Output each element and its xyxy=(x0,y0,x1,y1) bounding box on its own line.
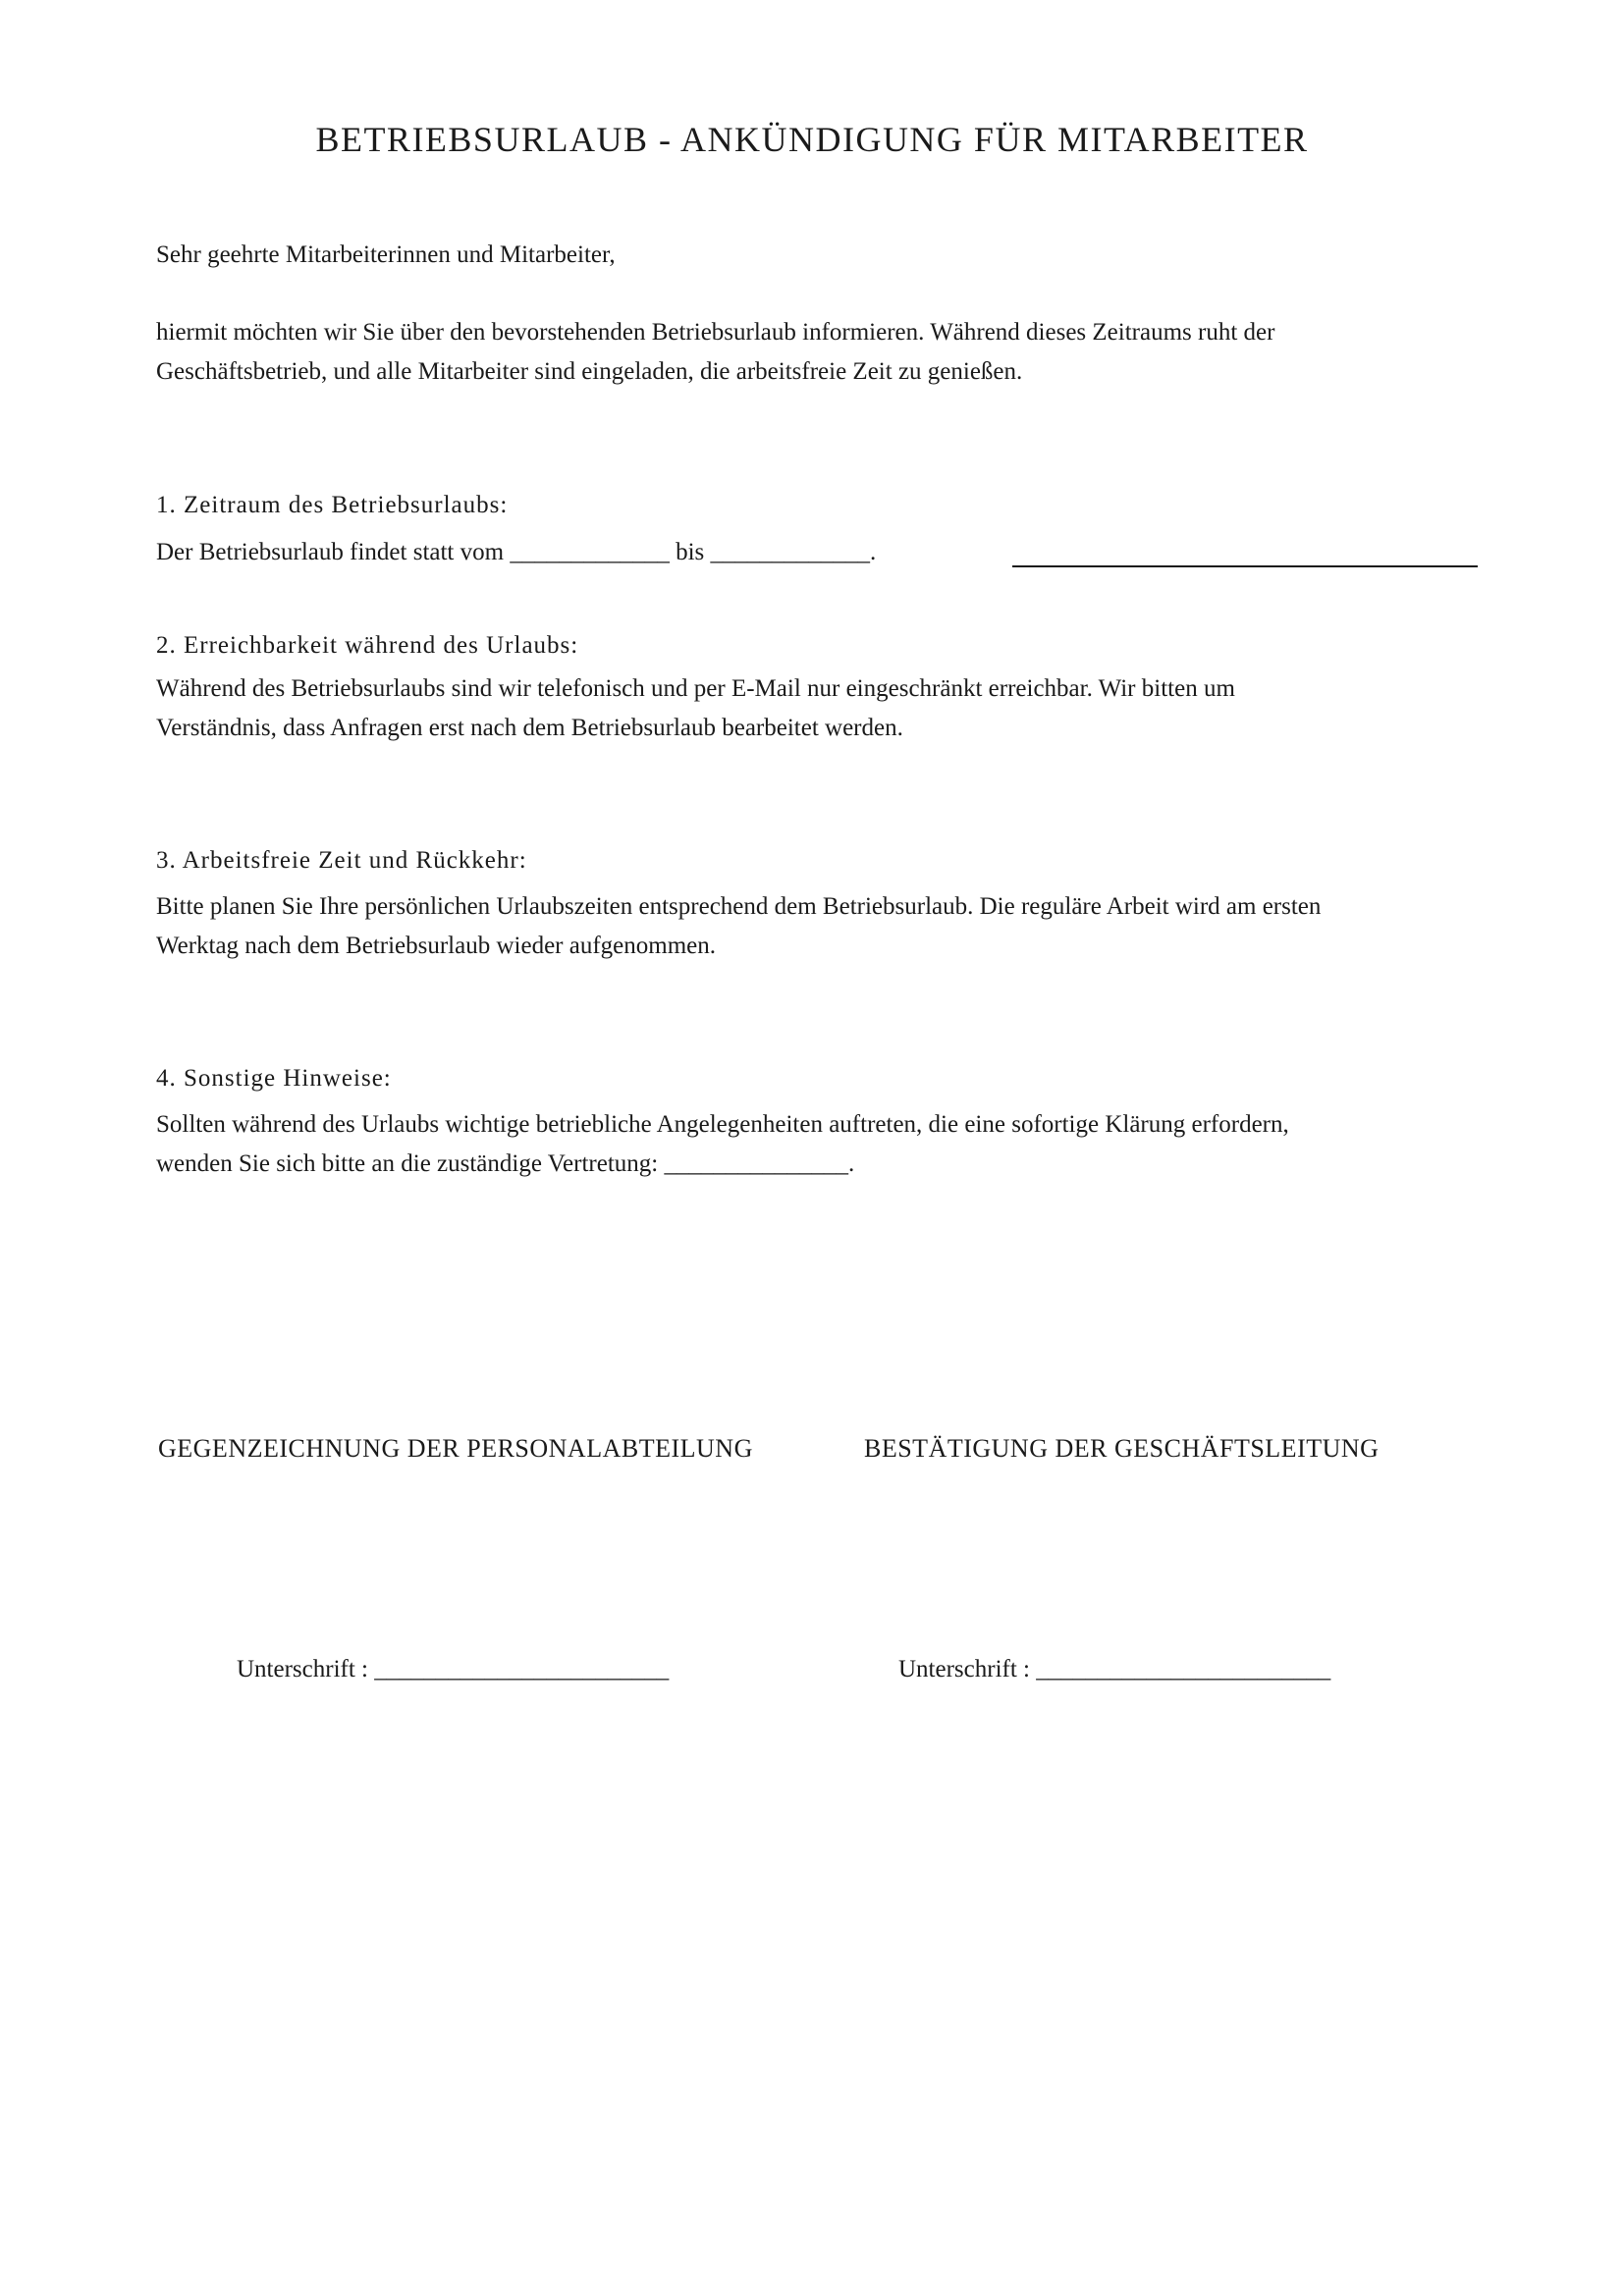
section-4-line-2: wenden Sie sich bitte an die zuständige Vertretung: _______________. xyxy=(156,1150,855,1177)
document-title: BETRIEBSURLAUB - ANKÜNDIGUNG FÜR MITARBEITER xyxy=(315,120,1309,159)
separator-line xyxy=(1012,565,1478,567)
section-1-period-line: Der Betriebsurlaub findet statt vom _____________ bis _____________. xyxy=(156,539,877,565)
management-signature-field: Unterschrift : ________________________ xyxy=(898,1656,1331,1682)
hr-countersignature-heading: GEGENZEICHNUNG DER PERSONALABTEILUNG xyxy=(158,1434,753,1463)
section-2-line-1: Während des Betriebsurlaubs sind wir telefonisch und per E-Mail nur eingeschränkt erreichbar. Wir bitten um xyxy=(156,675,1235,702)
intro-line-2: Geschäftsbetrieb, und alle Mitarbeiter sind eingeladen, die arbeitsfreie Zeit zu genießen. xyxy=(156,358,1023,385)
intro-line-1: hiermit möchten wir Sie über den bevorstehenden Betriebsurlaub informieren. Während dieses Zeitraums ruht der xyxy=(156,319,1275,346)
section-3-line-2: Werktag nach dem Betriebsurlaub wieder aufgenommen. xyxy=(156,933,716,959)
section-3-line-1: Bitte planen Sie Ihre persönlichen Urlaubszeiten entsprechend dem Betriebsurlaub. Die reguläre Arbeit wird am ersten xyxy=(156,893,1322,920)
management-confirmation-heading: BESTÄTIGUNG DER GESCHÄFTSLEITUNG xyxy=(864,1434,1380,1463)
section-2-heading: 2. Erreichbarkeit während des Urlaubs: xyxy=(156,632,579,659)
section-4-heading: 4. Sonstige Hinweise: xyxy=(156,1065,392,1092)
section-2-line-2: Verständnis, dass Anfragen erst nach dem Betriebsurlaub bearbeitet werden. xyxy=(156,715,903,741)
hr-signature-field: Unterschrift : ________________________ xyxy=(237,1656,670,1682)
section-3-heading: 3. Arbeitsfreie Zeit und Rückkehr: xyxy=(156,847,527,874)
salutation: Sehr geehrte Mitarbeiterinnen und Mitarbeiter, xyxy=(156,241,616,268)
section-1-heading: 1. Zeitraum des Betriebsurlaubs: xyxy=(156,492,509,518)
section-4-line-1: Sollten während des Urlaubs wichtige betriebliche Angelegenheiten auftreten, die eine sofortige Klärung erfordern, xyxy=(156,1111,1289,1138)
